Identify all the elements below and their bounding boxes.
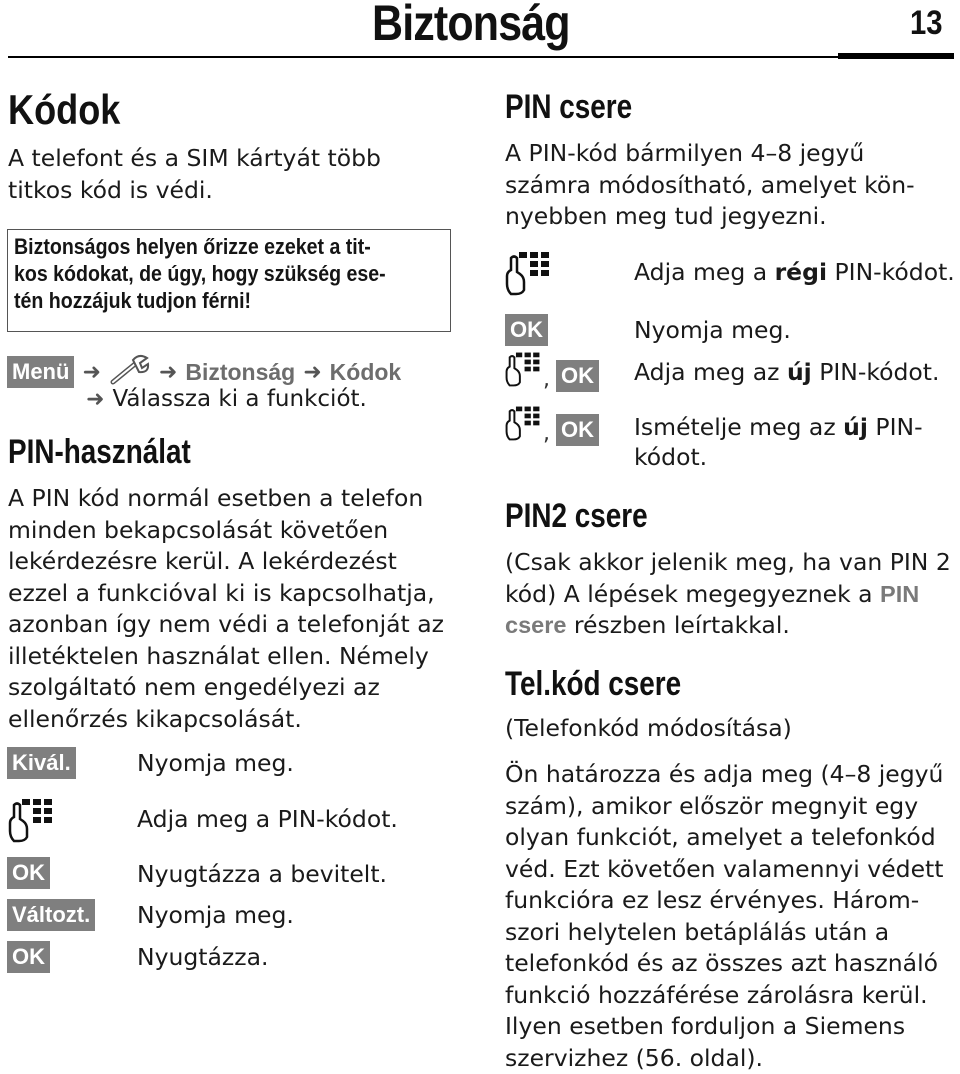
para-line: minden bekapcsolását követően [8, 515, 389, 544]
subsection-heading-pin-hasznalat: PIN-használat [8, 433, 191, 471]
step-text: Nyomja meg. [137, 749, 294, 777]
page-header-title: Biztonság [372, 0, 570, 51]
arrow-icon: ➜ [86, 386, 105, 412]
section-heading-kodok: Kódok [8, 86, 121, 133]
telcode-paragraph [505, 759, 943, 1074]
arrow-icon: ➜ [82, 359, 101, 385]
para-line: Ön határozza és adja meg (4–8 jegyű [505, 760, 944, 788]
ok-softkey[interactable]: OK [7, 941, 50, 973]
para-line: funkcióra ez lesz érvényes. Három- [505, 886, 920, 914]
para-line: szori helytelen betáplálás után a [505, 917, 890, 946]
step-text-part: Adja meg a [634, 258, 775, 286]
para-line: szám), amikor először megnyit egy [505, 791, 919, 820]
para-line: véd. Ezt követően valamennyi védett [505, 854, 944, 883]
change-softkey[interactable]: Változt. [7, 899, 95, 931]
para-line: szolgáltató nem engedélyezi az [8, 673, 380, 701]
ok-softkey[interactable]: OK [7, 857, 50, 889]
step-text: Adja meg a PIN-kódot. [137, 805, 398, 833]
para-line: szervizhez (56. oldal). [505, 1043, 764, 1072]
subsection-heading-pin-csere: PIN csere [505, 88, 633, 126]
header-rule [8, 56, 952, 58]
para-line: nyebben meg tud jegyezni. [505, 202, 827, 230]
step-text-bold: új [843, 413, 868, 441]
para-part: kód) A lépések megegyeznek a [505, 579, 881, 608]
step-text-part: kódot. [634, 443, 708, 471]
subsection-heading-telkod-csere: Tel.kód csere [505, 665, 682, 703]
pin-csere-link[interactable]: csere [505, 612, 567, 638]
para-line [505, 610, 951, 642]
step-text-part: PIN-kódot. [827, 258, 955, 286]
ok-softkey[interactable]: OK [556, 360, 599, 392]
step-text: Nyugtázza. [137, 943, 269, 971]
separator: , [543, 421, 550, 446]
step-text-part: PIN-kódot. [811, 358, 940, 386]
step-text-bold: régi [774, 258, 827, 286]
nav-instruction-text: Válassza ki a funkciót. [112, 386, 367, 412]
keypad-icon [505, 250, 551, 300]
intro-line: A telefont és a SIM kártyát több [8, 144, 381, 172]
menu-navigation-path [7, 354, 401, 390]
para-line: ezzel a funkcióval ki is kapcsolhatja, [8, 578, 435, 607]
para-line: A PIN-kód bármilyen 4–8 jegyű [505, 139, 865, 167]
page-number: 13 [910, 4, 943, 42]
step-row [7, 857, 50, 889]
intro-paragraph [8, 143, 381, 206]
nav-instruction [86, 386, 367, 412]
para-line: lekérdezésre kerül. A lekérdezést [8, 547, 397, 575]
step-row [505, 314, 548, 346]
step-text: Nyomja meg. [634, 316, 791, 344]
step-row [7, 747, 76, 779]
select-softkey[interactable]: Kivál. [7, 747, 76, 779]
nav-item-kodok[interactable]: Kódok [329, 358, 402, 385]
para-line: ellenőrzés kikapcsolását. [8, 704, 302, 733]
intro-line: titkos kód is védi. [8, 175, 213, 204]
ok-softkey[interactable]: OK [505, 314, 548, 346]
para-part: részben leírtakkal. [566, 611, 790, 639]
nav-item-biztonsag[interactable]: Biztonság [185, 358, 296, 385]
pin2-paragraph [505, 547, 951, 642]
pin-csere-link[interactable]: PIN [880, 580, 920, 607]
notice-line: kos kódokat, de úgy, hogy szükség ese- [14, 261, 386, 286]
arrow-icon: ➜ [158, 359, 178, 385]
keypad-icon [8, 797, 54, 847]
step-text [634, 358, 940, 386]
step-row [505, 404, 599, 446]
step-text: Nyomja meg. [137, 901, 294, 929]
step-text-bold: új [786, 358, 812, 386]
step-text-part: Adja meg az [634, 358, 787, 386]
para-line: A PIN kód normál esetben a telefon [8, 484, 424, 512]
step-row [7, 941, 50, 973]
step-row [7, 899, 95, 931]
para-line: illetéktelen használat ellen. Némely [8, 641, 429, 670]
step-text-part: PIN- [867, 413, 923, 441]
para-line: funkció hozzáférése zárolásra kerül. [505, 980, 928, 1009]
step-row [505, 350, 599, 392]
ok-softkey[interactable]: OK [556, 414, 599, 446]
para-line: (Csak akkor jelenik meg, ha van PIN 2 [505, 548, 951, 576]
step-text: Nyugtázza a bevitelt. [137, 860, 388, 888]
subsection-heading-pin2-csere: PIN2 csere [505, 497, 648, 535]
para-line: telefonkód és az összes azt használó [505, 949, 938, 977]
para-line: azonban így nem védi a telefonját az [8, 610, 444, 638]
notice-line: tén hozzájuk tudjon férni! [14, 288, 252, 313]
pin-use-paragraph [8, 483, 444, 735]
keypad-icon [505, 350, 541, 392]
para-line: olyan funkciót, amelyet a telefonkód [505, 823, 936, 851]
para-line: számra módosítható, amelyet kön- [505, 170, 915, 199]
keypad-icon [505, 404, 541, 446]
step-text [634, 258, 955, 286]
separator: , [543, 367, 550, 392]
wrench-icon [109, 354, 151, 390]
pin-change-paragraph [505, 138, 915, 233]
notice-text [14, 233, 386, 314]
para-line: Ilyen esetben forduljon a Siemens [505, 1012, 906, 1040]
notice-line: Biztonságos helyen őrizze ezeket a tit- [14, 234, 371, 259]
step-text [634, 412, 923, 472]
telcode-subtitle: (Telefonkód módosítása) [505, 714, 792, 742]
menu-softkey[interactable]: Menü [7, 356, 74, 388]
step-text-part: Ismételje meg az [634, 413, 844, 441]
arrow-icon: ➜ [303, 359, 322, 385]
para-line [505, 579, 951, 611]
header-rule-accent [838, 53, 954, 59]
